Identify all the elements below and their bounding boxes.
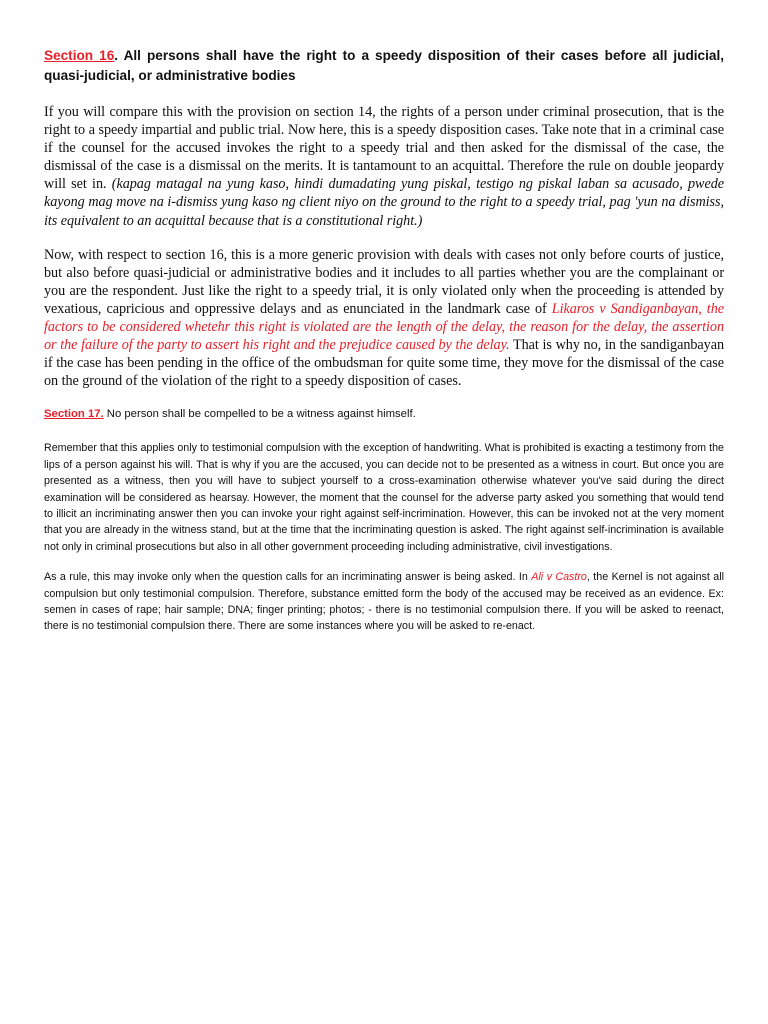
section-16-para2-start: Now, with respect to section 16, this is a more generic provision with deals with cases not only before courts of justice, but also before quasi-judicial or administrative bodies and it includes to all parties whether you are the complainant or you are the respondent. Just like the right to a speedy trial, it is only violated only when the proceeding is attended by vexatious, capricious and oppressive delays and as enunciated in the landmark case of — [44, 246, 724, 317]
section-16-heading-text: . All persons shall have the right to a speedy disposition of their cases before all judicial, quasi-judicial, or administrative bodies — [44, 48, 724, 83]
section-17-heading — [44, 406, 724, 422]
section-16-paragraph-1 — [44, 103, 724, 230]
section-17-paragraph-2 — [44, 569, 724, 635]
document-page — [44, 46, 724, 649]
section-16-label: Section 16 — [44, 48, 115, 63]
section-16-para1-text: If you will compare this with the provision on section 14, the rights of a person under criminal prosecution, that is the right to a speedy impartial and public trial. Now here, this is a speedy disposition cases. Take note that in a criminal case if the counsel for the accused invokes the right to a speedy trial and then asked for the dismissal of the case, the dismissal of the case is a dismissal on the merits. It is tantamount to an acquittal. Therefore the rule on double jeopardy will set in. — [44, 104, 724, 193]
section-16-paragraph-2 — [44, 246, 724, 391]
section-16-heading — [44, 46, 724, 86]
section-16-para2-end: That is why no, in the sandiganbayan if the case has been pending in the office of the ombudsman for quite some time, they move for the dismissal of the case on the ground of the violation of the right to a speedy disposition of cases. — [44, 337, 725, 390]
ali-v-castro-case: Ali v Castro — [531, 571, 587, 584]
section-16-para1-italic: (kapag matagal na yung kaso, hindi dumadating yung piskal, testigo ng piskal laban sa acusado, pwede kayong mag move na i-dismiss yung kaso ng client niyo on the ground to the right to a speedy trial, pag 'yun na dismiss, its equivalent to an acquittal because that is a constitutional right.) — [44, 176, 725, 229]
section-17-para2-end: , the Kernel is not against all compulsion but only testimonial compulsion. Therefore, substance emitted form the body of the accused may be received as an evidence. Ex: semen in cases of rape; hair sample; DNA; finger printing; photos; - there is no testimonial compulsion there. If you will be asked to reenact, there is no testimonial compulsion there. There are some instances where you will be asked to re-enact. — [44, 571, 724, 633]
section-17-label: Section 17. — [44, 408, 104, 421]
section-17-heading-text: No person shall be compelled to be a witness against himself. — [103, 408, 416, 421]
likaros-case-quote: Likaros v Sandiganbayan, the factors to be considered whetehr this right is violated are the length of the delay, the reason for the delay, the assertion or the failure of the party to assert his right and the prejudice caused by the delay. — [44, 300, 724, 354]
section-17-para2-start: As a rule, this may invoke only when the question calls for an incriminating answer is being asked. In — [44, 571, 532, 584]
section-17-paragraph-1: Remember that this applies only to testimonial compulsion with the exception of handwriting. What is prohibited is exacting a testimony from the lips of a person against his will. That is why if you are the accused, you can decide not to be presented as a witness in court. But once you are presented as a witness, then you will have to subject yourself to a cross-examination otherwise whatever you've said during the direct examination will be considered as hearsay. However, the moment that the counsel for the adverse party asked you something that would tend to illicit an incriminating answer then you can invoke your right against self-incrimination. However, this can be invoked not at the very moment that you are already in the witness stand, but at the time that the incriminating question is asked. The right against self-incrimination is available not only in criminal prosecutions but also in all other government proceeding including administrative, civil investigations. — [44, 442, 724, 553]
